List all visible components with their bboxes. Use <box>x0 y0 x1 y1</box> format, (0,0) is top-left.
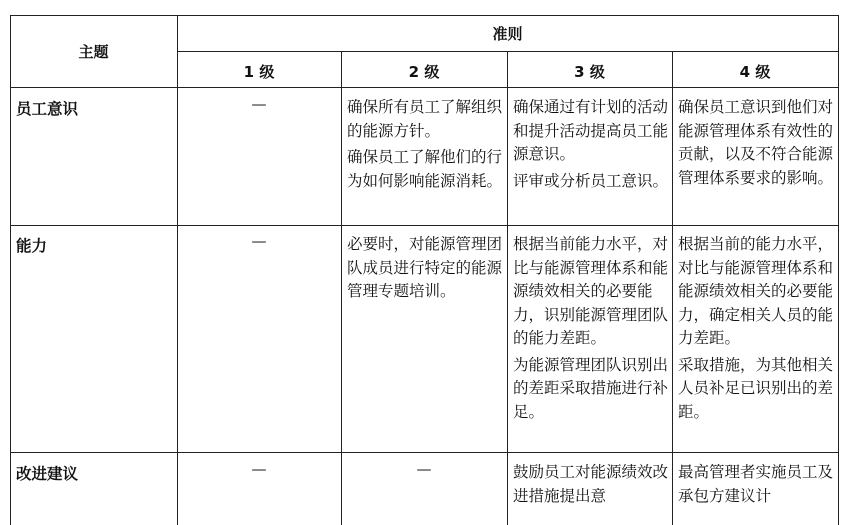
header-level-3: 3 级 <box>574 63 605 81</box>
row2-level2-cell <box>347 233 504 304</box>
row2-level4-cell <box>678 233 835 424</box>
row1-level1-dash: — <box>251 95 267 113</box>
row-topic-competence: 能力 <box>16 237 48 255</box>
row3-level4-cell <box>678 461 835 508</box>
row3-level3-cell <box>513 461 670 508</box>
rule-row2-bottom <box>10 452 838 453</box>
rule-top <box>10 15 838 16</box>
row3-level1-dash: — <box>251 460 267 478</box>
header-level-4: 4 级 <box>739 63 771 81</box>
row1-level2-cell <box>347 96 504 193</box>
criteria-table <box>10 15 838 525</box>
row2-level1-dash: — <box>251 232 267 250</box>
rule-row1-bottom <box>10 225 838 226</box>
row1-level3-p1: 确保通过有计划的活动和提升活动提高员工能源意识。 <box>513 98 669 163</box>
row3-level2-dash: — <box>416 460 432 478</box>
row3-level4-p1: 最高管理者实施员工及承包方建议计 <box>678 463 834 505</box>
rule-col3 <box>507 51 508 525</box>
row1-level4-cell <box>678 96 835 190</box>
header-topic: 主题 <box>78 43 109 61</box>
rule-right <box>838 15 839 525</box>
row1-level4-p1: 确保员工意识到他们对能源管理体系有效性的贡献，以及不符合能源管理体系要求的影响。 <box>678 98 834 187</box>
header-level-1: 1 级 <box>243 63 275 81</box>
header-criteria: 准则 <box>492 25 523 43</box>
rule-left <box>10 15 11 525</box>
row2-level3-cell <box>513 233 670 424</box>
row3-level3-p1: 鼓励员工对能源绩效改进措施提出意 <box>513 463 669 505</box>
row1-level3-p2: 评审或分析员工意识。 <box>513 171 669 190</box>
row-topic-improvement: 改进建议 <box>16 465 79 483</box>
row1-level3-cell <box>513 96 670 193</box>
row1-level2-p2: 确保员工了解他们的行为如何影响能源消耗。 <box>347 148 503 190</box>
rule-col4 <box>672 51 673 525</box>
row2-level3-p1: 根据当前能力水平，对比与能源管理体系和能源绩效相关的必要能力，识别能源管理团队的能力差距。 <box>513 235 669 347</box>
row-topic-awareness: 员工意识 <box>16 100 79 118</box>
rule-col2 <box>341 51 342 525</box>
row2-level3-p2: 为能源管理团队识别出的差距采取措施进行补足。 <box>513 355 669 421</box>
row2-level4-p2: 采取措施，为其他相关人员补足已识别出的差距。 <box>678 355 834 421</box>
row1-level2-p1: 确保所有员工了解组织的能源方针。 <box>347 98 503 140</box>
header-level-2: 2 级 <box>408 63 440 81</box>
rule-col1 <box>177 15 178 525</box>
rule-header-bottom <box>10 87 838 88</box>
row2-level2-p1: 必要时，对能源管理团队成员进行特定的能源管理专题培训。 <box>347 235 503 300</box>
row2-level4-p1: 根据当前的能力水平，对比与能源管理体系和能源绩效相关的必要能力，确定相关人员的能力差距。 <box>678 235 834 347</box>
